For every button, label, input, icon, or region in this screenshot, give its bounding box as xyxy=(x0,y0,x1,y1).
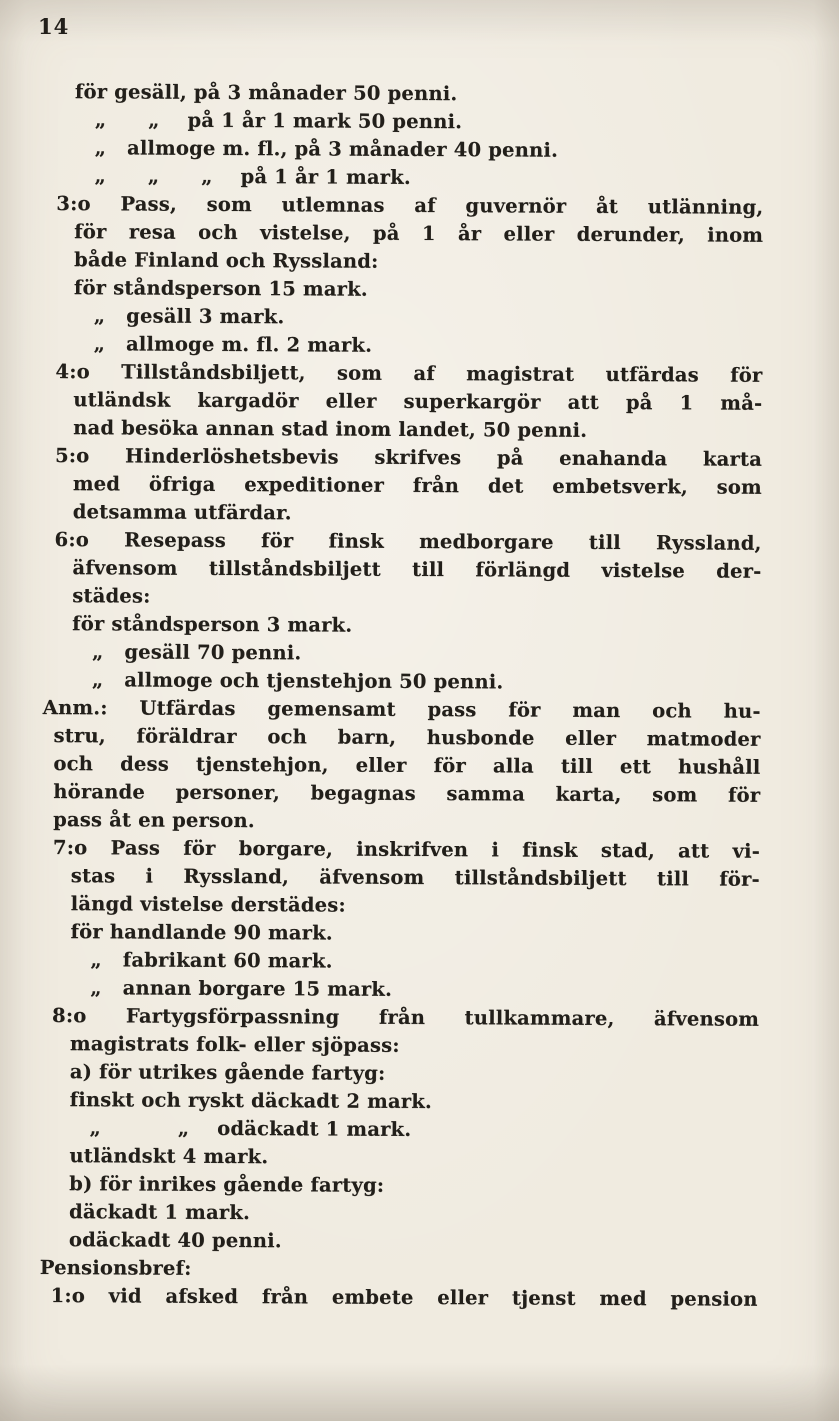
text-line: 8:o Fartygsförpassning från tullkammare, äfvensom xyxy=(52,1004,760,1031)
text-line: både Finland och Ryssland: xyxy=(73,248,379,273)
text-line: magistrats folk- eller sjöpass: xyxy=(69,1032,400,1057)
text-line: för resa och vistelse, på 1 år eller derunder, inom xyxy=(74,220,764,247)
text-line: för ståndsperson 3 mark. xyxy=(72,612,353,637)
text-line: stru, föräldrar och barn, husbonde eller matmoder xyxy=(53,724,761,751)
text-line: odäckadt 40 penni. xyxy=(68,1228,282,1253)
text-line: för ståndsperson 15 mark. xyxy=(73,276,368,301)
text-line: däckadt 1 mark. xyxy=(69,1200,251,1225)
text-line: 1:o vid afsked från embete eller tjenst med pension xyxy=(50,1284,758,1311)
text-line: Anm.: Utfärdas gemensamt pass för man och hu- xyxy=(42,695,761,723)
text-line: „ allmoge m. fl., på 3 månader 40 penni. xyxy=(94,136,559,162)
text-line: „ gesäll 3 mark. xyxy=(93,304,285,329)
text-line: Pensionsbref: xyxy=(39,1255,192,1280)
text-line: finskt och ryskt däckadt 2 mark. xyxy=(69,1088,433,1114)
text-line: med öfriga expeditioner från det embetsverk, som xyxy=(72,472,762,499)
text-line: städes: xyxy=(72,584,151,608)
text-line: „ fabrikant 60 mark. xyxy=(90,948,333,973)
text-line: „ gesäll 70 penni. xyxy=(91,640,302,665)
text-line: och dess tjenstehjon, eller för alla till ett hushåll xyxy=(53,752,761,779)
text-line: „ annan borgare 15 mark. xyxy=(90,976,393,1001)
text-line: „ allmoge m. fl. 2 mark. xyxy=(93,332,373,357)
text-line: b) för inrikes gående fartyg: xyxy=(69,1172,385,1197)
page-number: 14 xyxy=(38,14,70,39)
text-line: 3:o Pass, som utlemnas af guvernör åt utlänning, xyxy=(56,192,764,219)
text-line: för gesäll, på 3 månader 50 penni. xyxy=(74,80,458,106)
text-line: 4:o Tillståndsbiljett, som af magistrat utfärdas för xyxy=(55,360,763,387)
text-line: „ „ på 1 år 1 mark 50 penni. xyxy=(94,108,463,134)
text-line: längd vistelse derstädes: xyxy=(70,892,346,917)
text-line: 6:o Resepass för finsk medborgare till Ryssland, xyxy=(54,528,762,555)
text-line: för handlande 90 mark. xyxy=(70,920,333,945)
text-line: pass åt en person. xyxy=(53,808,255,833)
text-line: nad besöka annan stad inom landet, 50 penni. xyxy=(73,416,588,442)
text-line: detsamma utfärdar. xyxy=(72,500,292,525)
text-line: „ „ odäckadt 1 mark. xyxy=(89,1116,412,1141)
text-line: a) för utrikes gående fartyg: xyxy=(69,1060,386,1085)
text-line: 5:o Hinderlöshetsbevis skrifves på enahanda karta xyxy=(54,444,763,471)
text-line: „ „ „ på 1 år 1 mark. xyxy=(94,164,411,189)
text-line: 7:o Pass för borgare, inskrifven i finsk stad, att vi- xyxy=(52,836,761,863)
text-line: äfvensom tillståndsbiljett till förlängd vistelse der- xyxy=(72,556,762,583)
text-line: utländskt 4 mark. xyxy=(69,1144,269,1169)
text-line: utländsk kargadör eller superkargör att på 1 må- xyxy=(73,388,763,415)
text-line: hörande personer, begagnas samma karta, som för xyxy=(53,780,761,807)
text-line: stas i Ryssland, äfvensom tillståndsbiljett till för- xyxy=(70,864,760,891)
text-line: „ allmoge och tjenstehjon 50 penni. xyxy=(91,668,504,694)
page-text xyxy=(40,78,764,1314)
